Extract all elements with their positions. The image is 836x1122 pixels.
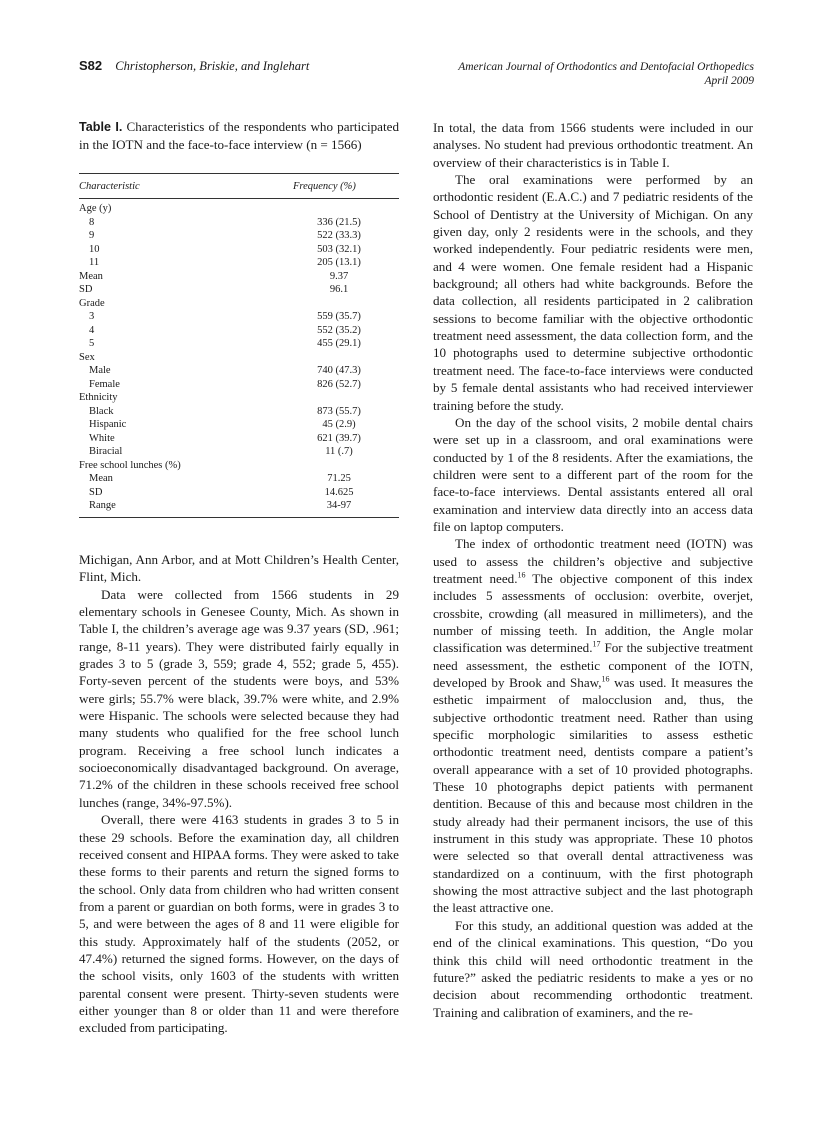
row-value: 740 (47.3) — [317, 365, 361, 376]
row-value — [309, 297, 369, 311]
table-row — [79, 256, 399, 270]
table-label: Table I. — [79, 120, 123, 134]
table-row — [79, 391, 399, 405]
row-value: 873 (55.7) — [317, 405, 361, 417]
citation-superscript: 17 — [592, 639, 601, 649]
table-row — [79, 270, 399, 284]
table-row — [79, 459, 399, 473]
row-value: 96.1 — [329, 284, 349, 295]
table-row — [79, 243, 399, 257]
table-row — [79, 310, 399, 324]
row-value: 205 (13.1) — [317, 257, 361, 268]
paragraph-text: For the subjective treatment need assessment, the esthetic component of the IOTN, developed by Brook and Shaw, — [433, 640, 753, 690]
row-label: Free school lunches (%) — [79, 459, 181, 471]
running-authors: Christopherson, Briskie, and Inglehart — [115, 59, 310, 73]
row-value: 45 (2.9) — [322, 419, 356, 430]
body-paragraph: Overall, there were 4163 students in grades 3 to 5 in these 29 schools. Before the examination day, all children received consent and HIPAA forms. They were asked to take these forms to their parents and return the signed forms to the school. Only data from children who had written consent from a parent or guardian on both forms, were in grades 3 to 5, and were between the ages of 8 and 11 were eligible for this study. Approximately half of the students (2052, or 47.4%) returned the signed forms. However, on the days of the school visits, only 1603 of the students with written parental consent were present. Thirty-seven students were either younger than 8 or older than 11 and were therefore excluded from participating. — [79, 812, 399, 1036]
table-row — [79, 297, 399, 311]
page-number: S82 — [79, 58, 103, 73]
row-label: Sex — [79, 351, 95, 363]
issue-date: April 2009 — [704, 75, 754, 87]
row-label: Age (y) — [79, 203, 112, 214]
body-paragraph: For this study, an additional question was added at the end of the clinical examinations. This question, “Do you think this child will need orthodontic treatment in the future?” asked the pediatric residents to make a yes or no decision about recommending orthodontic treatment. Training and calibration of examiners, and the re- — [433, 917, 753, 1020]
row-value — [309, 459, 369, 473]
table-body — [79, 199, 399, 517]
table-row — [79, 418, 399, 432]
row-value: 503 (32.1) — [317, 243, 361, 255]
row-value — [309, 202, 369, 216]
row-label: Grade — [79, 297, 105, 309]
row-label: Biracial — [89, 446, 123, 457]
row-value: 71.25 — [327, 473, 351, 484]
table-row — [79, 337, 399, 351]
running-header-left — [79, 58, 309, 74]
row-label: 11 — [89, 257, 100, 268]
row-value: 559 (35.7) — [317, 311, 361, 322]
row-label: Ethnicity — [79, 392, 118, 403]
row-label: Mean — [89, 473, 113, 484]
row-label: 9 — [89, 230, 95, 241]
row-value — [309, 351, 369, 365]
table-row — [79, 364, 399, 378]
row-label: 3 — [89, 311, 95, 322]
table-row — [79, 445, 399, 459]
body-paragraph — [433, 535, 753, 917]
paragraph-text: was used. It measures the esthetic impairment of malocclusion and, thus, the subjective orthodontic treatment need. Rather than using specific morphologic similarities to assess esthetic orthodontic treatment need, dentists compare a patient’s overall appearance with a set of 10 provided photographs. These 10 photographs depict patients with permanent dentition. Because of this and because most children in the study already had their permanent incisors, the use of this instrument in this study was appropriate. These 10 photos were selected so that overall dental attractiveness was standardized on a continuum, with the first photograph showing the most attractive subject and the last photograph the least attractive one. — [433, 675, 754, 916]
table-row — [79, 202, 399, 216]
table-row — [79, 486, 399, 500]
row-label: Black — [89, 405, 114, 417]
row-value: 34-97 — [326, 500, 352, 511]
row-label: Female — [89, 378, 120, 390]
table-row — [79, 378, 399, 392]
citation-superscript: 16 — [517, 570, 526, 580]
row-value: 552 (35.2) — [317, 324, 361, 336]
journal-name: American Journal of Orthodontics and Dentofacial Orthopedics — [458, 61, 754, 73]
row-value: 455 (29.1) — [317, 338, 361, 349]
body-paragraph: In total, the data from 1566 students were included in our analyses. No student had previous orthodontic treatment. An overview of their characteristics is in Table I. — [433, 120, 753, 170]
column-header-characteristic: Characteristic — [79, 180, 140, 192]
table-caption — [79, 118, 399, 154]
row-value: 9.37 — [329, 270, 349, 282]
table-bottom-rule — [79, 517, 399, 518]
row-value: 621 (39.7) — [317, 432, 361, 444]
paragraph-text: The index of orthodontic treatment need (IOTN) was used to assess the children’s objective and subjective treatment need. — [433, 536, 753, 586]
row-label: White — [89, 432, 115, 444]
table-row — [79, 405, 399, 419]
table-row — [79, 216, 399, 230]
table-row — [79, 283, 399, 297]
row-label: 10 — [89, 243, 100, 255]
table-row — [79, 499, 399, 513]
row-label: SD — [79, 284, 93, 295]
body-paragraph: On the day of the school visits, 2 mobile dental chairs were set up in a classroom, and oral examinations were conducted by 1 of the 8 residents. After the examiations, the children were sent to a different part of the room for the face-to-face interviews. Dental assistants entered all oral examination and interview data directly into an access data file on laptop computers. — [433, 414, 753, 534]
row-value: 11 (.7) — [325, 446, 353, 457]
table-row — [79, 472, 399, 486]
row-label: 4 — [89, 324, 95, 336]
row-value: 826 (52.7) — [317, 378, 361, 390]
table-row — [79, 324, 399, 338]
table-header-row — [79, 174, 399, 198]
row-value: 14.625 — [324, 486, 354, 498]
table-row — [79, 351, 399, 365]
row-value — [309, 391, 369, 405]
characteristics-table — [79, 173, 399, 518]
body-paragraph: Data were collected from 1566 students in 29 elementary schools in Genesee County, Mich. As shown in Table I, the children’s average age was 9.37 years (SD, .961; range, 8-11 years). They were distributed fairly equally in grades 3 to 5 (grade 3, 559; grade 4, 552; grade 5, 455). Forty-seven percent of the students were boys, and 53% were girls; 55.7% were black, 39.7% were white, and 2.9% were Hispanic. The schools were selected because they had many students who qualified for the free school lunch program. Receiving a free school lunch indicates a socioeconomically disadvantaged background. On average, 71.2% of the children in these schools received free school lunches (range, 34%-97.5%). — [79, 586, 399, 810]
table-row — [79, 229, 399, 243]
column-header-frequency: Frequency (%) — [293, 180, 356, 192]
row-value: 522 (33.3) — [317, 230, 361, 241]
row-label: 5 — [89, 338, 95, 349]
row-label: Male — [89, 365, 111, 376]
row-label: SD — [89, 486, 103, 498]
left-text-column — [79, 551, 399, 1037]
row-label: Hispanic — [89, 419, 127, 430]
running-header-right — [458, 60, 754, 88]
paragraph-text: The objective component of this index includes 5 assessments of occlusion: overbite, overjet, crossbite, crowding (all measured in millimeters), and the number of missing teeth. In addition, the Angle molar classification was determined. — [433, 570, 753, 656]
citation-superscript: 16 — [601, 674, 610, 684]
table-caption-text: Characteristics of the respondents who participated in the IOTN and the face-to-face interview (n = 1566) — [79, 119, 399, 153]
row-label: Range — [89, 500, 116, 511]
row-label: Mean — [79, 270, 103, 282]
row-label: 8 — [89, 216, 95, 228]
body-paragraph: Michigan, Ann Arbor, and at Mott Children’s Health Center, Flint, Mich. — [79, 552, 399, 585]
body-paragraph: The oral examinations were performed by an orthodontic resident (E.A.C.) and 7 pediatric residents of the School of Dentistry at the University of Michigan. On any given day, only 2 residents were in the schools, and they worked independently. Four pediatric residents were men, and 4 were women. One female resident had a Hispanic background; all others had white backgrounds. Before the data collection, all residents participated in 2 calibration sessions to become familiar with the objective orthodontic treatment need assessment, the data collection form, and the 10 photographs used to determine subjective orthodontic treatment need. The face-to-face interviews were conducted by 5 female dental assistants who had received interviewer training before the study. — [433, 172, 753, 413]
row-value: 336 (21.5) — [317, 216, 361, 228]
table-row — [79, 432, 399, 446]
right-text-column — [433, 119, 753, 1021]
